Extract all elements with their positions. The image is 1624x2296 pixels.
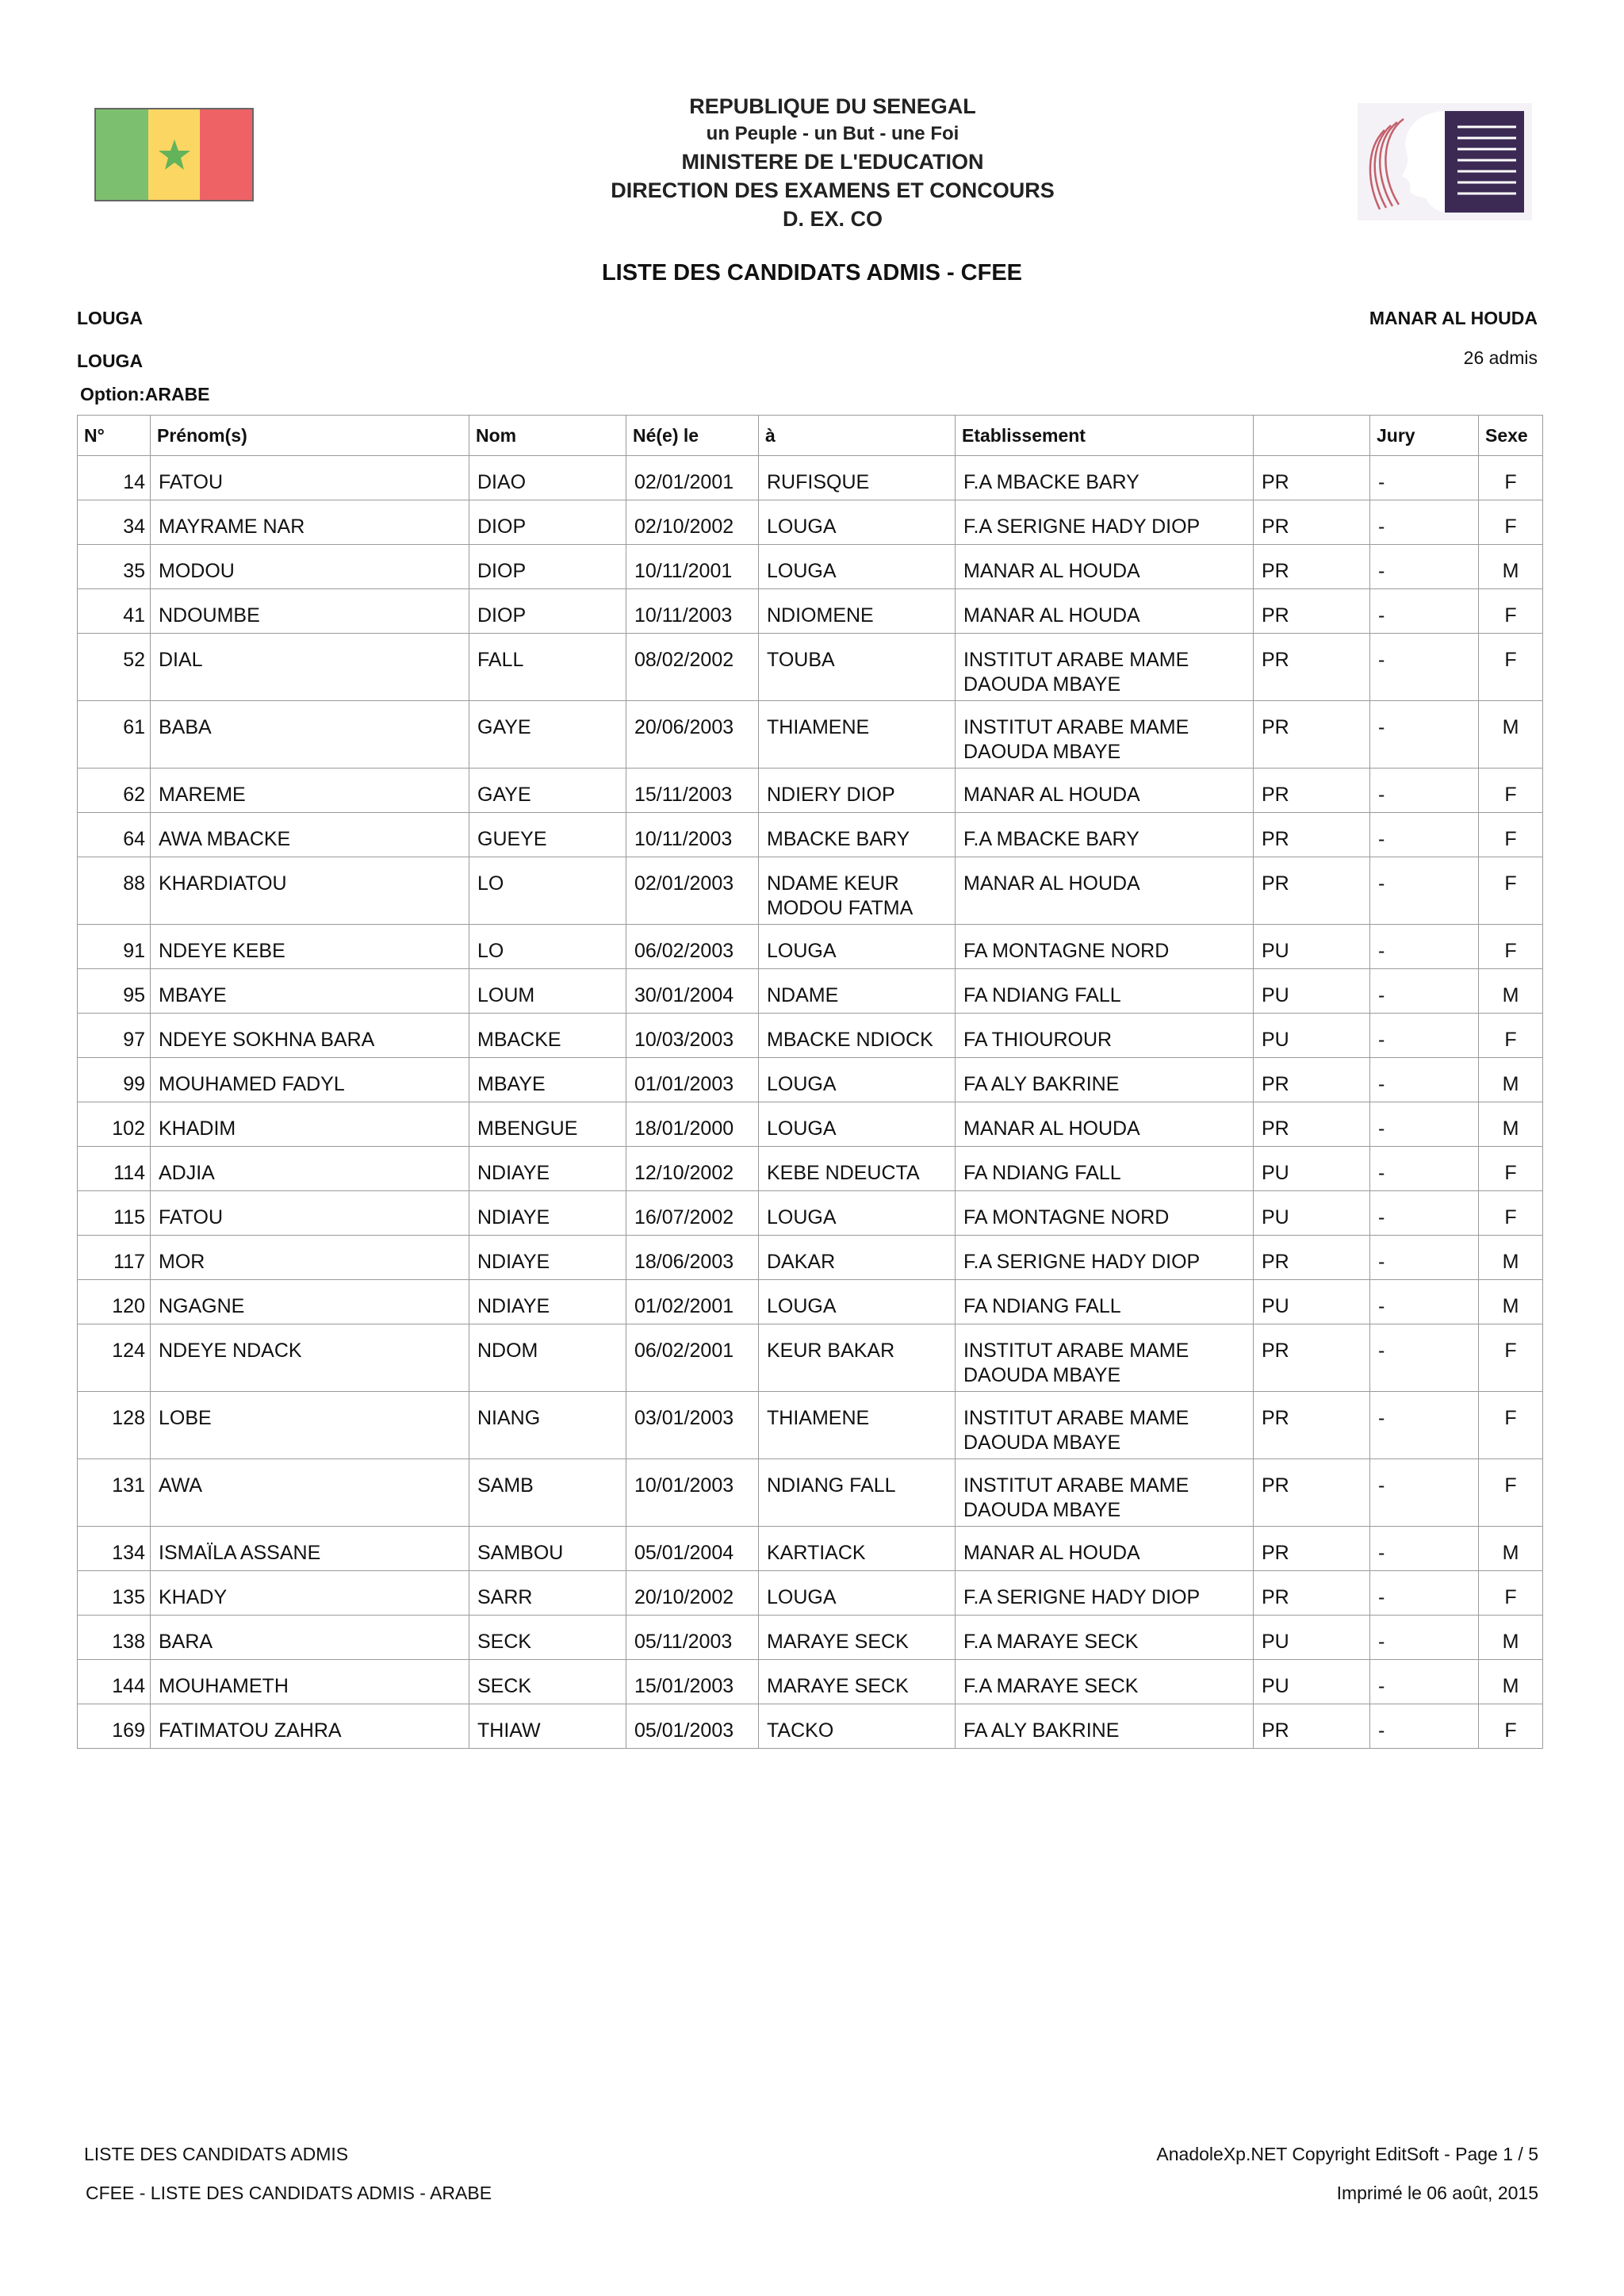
cell-jury: - (1370, 969, 1479, 1014)
cell-sexe: F (1479, 1392, 1543, 1459)
cell-etablissement: INSTITUT ARABE MAME DAOUDA MBAYE (956, 1459, 1254, 1527)
cell-prenom: FATIMATOU ZAHRA (151, 1704, 469, 1749)
cell-etablissement: F.A MBACKE BARY (956, 456, 1254, 500)
cell-jury: - (1370, 1102, 1479, 1147)
cell-etablissement: FA THIOUROUR (956, 1014, 1254, 1058)
cell-statut: PR (1254, 1571, 1370, 1616)
table-row (78, 1102, 1543, 1147)
cell-statut: PR (1254, 701, 1370, 769)
footer-print-date: Imprimé le 06 août, 2015 (1336, 2183, 1538, 2203)
cell-sexe: F (1479, 813, 1543, 857)
cell-sexe: F (1479, 1147, 1543, 1191)
cell-statut: PU (1254, 1147, 1370, 1191)
cell-date: 08/02/2002 (626, 634, 759, 701)
cell-etablissement: INSTITUT ARABE MAME DAOUDA MBAYE (956, 1392, 1254, 1459)
cell-num: 62 (78, 769, 151, 813)
cell-num: 35 (78, 545, 151, 589)
cell-etablissement: F.A SERIGNE HADY DIOP (956, 1236, 1254, 1280)
cell-date: 20/06/2003 (626, 701, 759, 769)
cell-nom: DIOP (469, 500, 626, 545)
cell-lieu: KEUR BAKAR (759, 1324, 956, 1392)
cell-etablissement: FA ALY BAKRINE (956, 1058, 1254, 1102)
cell-nom: GAYE (469, 701, 626, 769)
cell-nom: NDIAYE (469, 1147, 626, 1191)
col-header-prenom: Prénom(s) (151, 416, 469, 456)
cell-date: 18/06/2003 (626, 1236, 759, 1280)
ministry-header (508, 92, 1158, 233)
table-row (78, 1660, 1543, 1704)
cell-prenom: NDOUMBE (151, 589, 469, 634)
cell-sexe: F (1479, 456, 1543, 500)
cell-nom: FALL (469, 634, 626, 701)
footer-copyright: AnadoleXp.NET Copyright EditSoft - Page 1 / 5 (1156, 2144, 1538, 2164)
cell-prenom: MBAYE (151, 969, 469, 1014)
region-label: LOUGA (77, 308, 144, 328)
cell-prenom: NDEYE SOKHNA BARA (151, 1014, 469, 1058)
cell-etablissement: F.A SERIGNE HADY DIOP (956, 1571, 1254, 1616)
cell-nom: NIANG (469, 1392, 626, 1459)
cell-sexe: F (1479, 1191, 1543, 1236)
col-header-lieu: à (759, 416, 956, 456)
cell-prenom: NDEYE KEBE (151, 925, 469, 969)
cell-jury: - (1370, 500, 1479, 545)
cell-date: 06/02/2003 (626, 925, 759, 969)
cell-nom: MBACKE (469, 1014, 626, 1058)
cell-prenom: KHARDIATOU (151, 857, 469, 925)
table-row (78, 545, 1543, 589)
table-row (78, 813, 1543, 857)
cell-sexe: M (1479, 1616, 1543, 1660)
table-row (78, 701, 1543, 769)
star-icon (157, 137, 192, 172)
cell-prenom: DIAL (151, 634, 469, 701)
cell-date: 30/01/2004 (626, 969, 759, 1014)
cell-statut: PU (1254, 969, 1370, 1014)
cell-num: 34 (78, 500, 151, 545)
cell-lieu: NDAME (759, 969, 956, 1014)
table-row (78, 1280, 1543, 1324)
cell-num: 169 (78, 1704, 151, 1749)
cell-statut: PR (1254, 500, 1370, 545)
cell-etablissement: F.A MARAYE SECK (956, 1660, 1254, 1704)
cell-lieu: NDIANG FALL (759, 1459, 956, 1527)
cell-num: 91 (78, 925, 151, 969)
cell-lieu: RUFISQUE (759, 456, 956, 500)
cell-statut: PR (1254, 1527, 1370, 1571)
cell-etablissement: F.A MBACKE BARY (956, 813, 1254, 857)
cell-nom: SARR (469, 1571, 626, 1616)
cell-date: 05/01/2003 (626, 1704, 759, 1749)
cell-prenom: MOUHAMETH (151, 1660, 469, 1704)
cell-etablissement: F.A SERIGNE HADY DIOP (956, 500, 1254, 545)
cell-nom: SAMB (469, 1459, 626, 1527)
option-label: Option:ARABE (80, 384, 210, 404)
cell-nom: THIAW (469, 1704, 626, 1749)
cell-sexe: F (1479, 1324, 1543, 1392)
cell-prenom: ADJIA (151, 1147, 469, 1191)
cell-num: 117 (78, 1236, 151, 1280)
cell-sexe: M (1479, 969, 1543, 1014)
cell-jury: - (1370, 925, 1479, 969)
table-row (78, 969, 1543, 1014)
cell-jury: - (1370, 1459, 1479, 1527)
header-republic: REPUBLIQUE DU SENEGAL (689, 94, 976, 118)
footer-left-title: LISTE DES CANDIDATS ADMIS (84, 2144, 349, 2164)
cell-sexe: F (1479, 1459, 1543, 1527)
cell-lieu: LOUGA (759, 500, 956, 545)
cell-jury: - (1370, 1236, 1479, 1280)
cell-statut: PR (1254, 456, 1370, 500)
cell-prenom: MOUHAMED FADYL (151, 1058, 469, 1102)
cell-prenom: FATOU (151, 1191, 469, 1236)
cell-jury: - (1370, 1704, 1479, 1749)
cell-num: 14 (78, 456, 151, 500)
col-header-sexe: Sexe (1479, 416, 1543, 456)
cell-jury: - (1370, 701, 1479, 769)
table-row (78, 1324, 1543, 1392)
cell-sexe: M (1479, 545, 1543, 589)
cell-sexe: F (1479, 1704, 1543, 1749)
cell-statut: PR (1254, 1236, 1370, 1280)
cell-date: 01/02/2001 (626, 1280, 759, 1324)
table-row (78, 925, 1543, 969)
cell-etablissement: MANAR AL HOUDA (956, 1527, 1254, 1571)
cell-date: 10/11/2003 (626, 813, 759, 857)
table-row (78, 1459, 1543, 1527)
cell-lieu: THIAMENE (759, 701, 956, 769)
cell-prenom: LOBE (151, 1392, 469, 1459)
cell-etablissement: FA NDIANG FALL (956, 1147, 1254, 1191)
cell-jury: - (1370, 1660, 1479, 1704)
cell-sexe: M (1479, 701, 1543, 769)
cell-num: 134 (78, 1527, 151, 1571)
cell-jury: - (1370, 1571, 1479, 1616)
cell-nom: LO (469, 857, 626, 925)
cell-lieu: LOUGA (759, 925, 956, 969)
cell-statut: PU (1254, 1616, 1370, 1660)
candidates-table (77, 415, 1543, 1749)
cell-statut: PU (1254, 1660, 1370, 1704)
cell-statut: PR (1254, 813, 1370, 857)
col-header-date: Né(e) le (626, 416, 759, 456)
cell-jury: - (1370, 1392, 1479, 1459)
cell-lieu: MARAYE SECK (759, 1616, 956, 1660)
cell-date: 20/10/2002 (626, 1571, 759, 1616)
cell-sexe: M (1479, 1236, 1543, 1280)
cell-jury: - (1370, 589, 1479, 634)
cell-prenom: AWA (151, 1459, 469, 1527)
cell-lieu: MARAYE SECK (759, 1660, 956, 1704)
cell-sexe: F (1479, 1571, 1543, 1616)
cell-num: 61 (78, 701, 151, 769)
cell-nom: DIOP (469, 545, 626, 589)
cell-lieu: LOUGA (759, 1571, 956, 1616)
cell-prenom: KHADIM (151, 1102, 469, 1147)
cell-statut: PR (1254, 1058, 1370, 1102)
col-header-nom: Nom (469, 416, 626, 456)
header-acronym: D. EX. CO (782, 207, 883, 231)
cell-sexe: F (1479, 589, 1543, 634)
cell-statut: PU (1254, 925, 1370, 969)
cell-sexe: M (1479, 1280, 1543, 1324)
cell-lieu: NDIERY DIOP (759, 769, 956, 813)
cell-jury: - (1370, 1191, 1479, 1236)
col-header-etablissement: Etablissement (956, 416, 1254, 456)
cell-num: 138 (78, 1616, 151, 1660)
cell-nom: NDOM (469, 1324, 626, 1392)
cell-etablissement: INSTITUT ARABE MAME DAOUDA MBAYE (956, 701, 1254, 769)
table-header-row (78, 416, 1543, 456)
cell-num: 114 (78, 1147, 151, 1191)
cell-sexe: M (1479, 1527, 1543, 1571)
cell-date: 02/10/2002 (626, 500, 759, 545)
cell-nom: LOUM (469, 969, 626, 1014)
cell-jury: - (1370, 1527, 1479, 1571)
table-row (78, 500, 1543, 545)
table-row (78, 1571, 1543, 1616)
cell-sexe: F (1479, 634, 1543, 701)
cell-lieu: LOUGA (759, 545, 956, 589)
cell-jury: - (1370, 1014, 1479, 1058)
cell-num: 41 (78, 589, 151, 634)
cell-prenom: MODOU (151, 545, 469, 589)
centre-label: MANAR AL HOUDA (1369, 308, 1538, 328)
cell-jury: - (1370, 1147, 1479, 1191)
cell-num: 95 (78, 969, 151, 1014)
cell-prenom: MAYRAME NAR (151, 500, 469, 545)
table-row (78, 1616, 1543, 1660)
cell-lieu: MBACKE NDIOCK (759, 1014, 956, 1058)
cell-etablissement: FA ALY BAKRINE (956, 1704, 1254, 1749)
table-row (78, 1704, 1543, 1749)
cell-statut: PR (1254, 857, 1370, 925)
cell-nom: GAYE (469, 769, 626, 813)
cell-sexe: M (1479, 1102, 1543, 1147)
cell-statut: PU (1254, 1014, 1370, 1058)
table-row (78, 1058, 1543, 1102)
cell-sexe: M (1479, 1058, 1543, 1102)
cell-prenom: FATOU (151, 456, 469, 500)
cell-sexe: F (1479, 857, 1543, 925)
cell-statut: PR (1254, 769, 1370, 813)
cell-date: 15/11/2003 (626, 769, 759, 813)
document-title: LISTE DES CANDIDATS ADMIS - CFEE (601, 260, 1023, 286)
cell-date: 10/11/2003 (626, 589, 759, 634)
cell-date: 02/01/2001 (626, 456, 759, 500)
cell-date: 10/11/2001 (626, 545, 759, 589)
cell-date: 02/01/2003 (626, 857, 759, 925)
cell-lieu: LOUGA (759, 1280, 956, 1324)
cell-statut: PR (1254, 1102, 1370, 1147)
cell-statut: PU (1254, 1280, 1370, 1324)
cell-statut: PR (1254, 589, 1370, 634)
flag-yellow-band (148, 109, 201, 200)
cell-etablissement: FA NDIANG FALL (956, 969, 1254, 1014)
cell-lieu: MBACKE BARY (759, 813, 956, 857)
cell-statut: PR (1254, 1459, 1370, 1527)
cell-nom: NDIAYE (469, 1280, 626, 1324)
cell-prenom: NDEYE NDACK (151, 1324, 469, 1392)
flag-red-band (200, 109, 252, 200)
cell-nom: DIAO (469, 456, 626, 500)
cell-date: 15/01/2003 (626, 1660, 759, 1704)
cell-lieu: TOUBA (759, 634, 956, 701)
cell-jury: - (1370, 456, 1479, 500)
cell-prenom: AWA MBACKE (151, 813, 469, 857)
cell-date: 05/11/2003 (626, 1616, 759, 1660)
table-row (78, 456, 1543, 500)
cell-sexe: F (1479, 500, 1543, 545)
cell-statut: PR (1254, 634, 1370, 701)
cell-nom: NDIAYE (469, 1236, 626, 1280)
cell-jury: - (1370, 813, 1479, 857)
cell-prenom: MAREME (151, 769, 469, 813)
cell-lieu: LOUGA (759, 1191, 956, 1236)
cell-nom: LO (469, 925, 626, 969)
table-row (78, 634, 1543, 701)
cell-etablissement: INSTITUT ARABE MAME DAOUDA MBAYE (956, 1324, 1254, 1392)
cell-statut: PR (1254, 1704, 1370, 1749)
cell-sexe: F (1479, 1014, 1543, 1058)
cell-etablissement: MANAR AL HOUDA (956, 589, 1254, 634)
cell-lieu: KEBE NDEUCTA (759, 1147, 956, 1191)
cell-prenom: ISMAÏLA ASSANE (151, 1527, 469, 1571)
cell-nom: MBAYE (469, 1058, 626, 1102)
cell-nom: GUEYE (469, 813, 626, 857)
cell-lieu: NDAME KEUR MODOU FATMA (759, 857, 956, 925)
cell-nom: SECK (469, 1616, 626, 1660)
cell-date: 03/01/2003 (626, 1392, 759, 1459)
cell-jury: - (1370, 769, 1479, 813)
cell-lieu: DAKAR (759, 1236, 956, 1280)
header-motto: un Peuple - un But - une Foi (706, 123, 959, 144)
cell-prenom: NGAGNE (151, 1280, 469, 1324)
cell-etablissement: MANAR AL HOUDA (956, 1102, 1254, 1147)
cell-prenom: KHADY (151, 1571, 469, 1616)
cell-prenom: MOR (151, 1236, 469, 1280)
cell-statut: PR (1254, 545, 1370, 589)
cell-etablissement: FA NDIANG FALL (956, 1280, 1254, 1324)
cell-lieu: THIAMENE (759, 1392, 956, 1459)
dexco-logo (1358, 103, 1532, 220)
cell-num: 120 (78, 1280, 151, 1324)
cell-num: 102 (78, 1102, 151, 1147)
cell-prenom: BABA (151, 701, 469, 769)
cell-etablissement: F.A MARAYE SECK (956, 1616, 1254, 1660)
cell-etablissement: MANAR AL HOUDA (956, 545, 1254, 589)
cell-num: 99 (78, 1058, 151, 1102)
footer-left-subtitle: CFEE - LISTE DES CANDIDATS ADMIS - ARABE (86, 2183, 492, 2203)
cell-num: 115 (78, 1191, 151, 1236)
cell-lieu: TACKO (759, 1704, 956, 1749)
cell-date: 16/07/2002 (626, 1191, 759, 1236)
cell-lieu: LOUGA (759, 1058, 956, 1102)
cell-etablissement: FA MONTAGNE NORD (956, 1191, 1254, 1236)
col-header-num: N° (78, 416, 151, 456)
cell-statut: PU (1254, 1191, 1370, 1236)
cell-nom: SECK (469, 1660, 626, 1704)
cell-date: 10/01/2003 (626, 1459, 759, 1527)
cell-lieu: LOUGA (759, 1102, 956, 1147)
cell-etablissement: FA MONTAGNE NORD (956, 925, 1254, 969)
cell-nom: SAMBOU (469, 1527, 626, 1571)
cell-date: 05/01/2004 (626, 1527, 759, 1571)
table-row (78, 1147, 1543, 1191)
header-ministry: MINISTERE DE L'EDUCATION (681, 150, 984, 174)
cell-date: 18/01/2000 (626, 1102, 759, 1147)
table-row (78, 1236, 1543, 1280)
cell-date: 06/02/2001 (626, 1324, 759, 1392)
cell-nom: DIOP (469, 589, 626, 634)
cell-jury: - (1370, 1280, 1479, 1324)
cell-date: 12/10/2002 (626, 1147, 759, 1191)
cell-num: 124 (78, 1324, 151, 1392)
cell-etablissement: MANAR AL HOUDA (956, 857, 1254, 925)
table-row (78, 857, 1543, 925)
cell-statut: PR (1254, 1392, 1370, 1459)
table-row (78, 1392, 1543, 1459)
cell-num: 131 (78, 1459, 151, 1527)
col-header-statut (1254, 416, 1370, 456)
cell-nom: NDIAYE (469, 1191, 626, 1236)
cell-jury: - (1370, 545, 1479, 589)
cell-statut: PR (1254, 1324, 1370, 1392)
cell-jury: - (1370, 1616, 1479, 1660)
col-header-jury: Jury (1370, 416, 1479, 456)
cell-num: 97 (78, 1014, 151, 1058)
cell-date: 01/01/2003 (626, 1058, 759, 1102)
table-row (78, 589, 1543, 634)
cell-lieu: KARTIACK (759, 1527, 956, 1571)
cell-lieu: NDIOMENE (759, 589, 956, 634)
cell-prenom: BARA (151, 1616, 469, 1660)
cell-num: 128 (78, 1392, 151, 1459)
cell-jury: - (1370, 634, 1479, 701)
flag-green-band (96, 109, 148, 200)
table-row (78, 1527, 1543, 1571)
cell-num: 64 (78, 813, 151, 857)
cell-etablissement: INSTITUT ARABE MAME DAOUDA MBAYE (956, 634, 1254, 701)
table-row (78, 1191, 1543, 1236)
table-row (78, 1014, 1543, 1058)
cell-num: 135 (78, 1571, 151, 1616)
cell-jury: - (1370, 1058, 1479, 1102)
cell-num: 88 (78, 857, 151, 925)
cell-etablissement: MANAR AL HOUDA (956, 769, 1254, 813)
cell-sexe: M (1479, 1660, 1543, 1704)
cell-num: 52 (78, 634, 151, 701)
cell-jury: - (1370, 857, 1479, 925)
department-label: LOUGA (77, 351, 144, 371)
cell-sexe: F (1479, 769, 1543, 813)
cell-num: 144 (78, 1660, 151, 1704)
admis-count: 26 admis (1463, 347, 1538, 368)
table-row (78, 769, 1543, 813)
cell-date: 10/03/2003 (626, 1014, 759, 1058)
senegal-flag (94, 108, 254, 201)
header-direction: DIRECTION DES EXAMENS ET CONCOURS (611, 178, 1055, 202)
cell-nom: MBENGUE (469, 1102, 626, 1147)
cell-sexe: F (1479, 925, 1543, 969)
cell-jury: - (1370, 1324, 1479, 1392)
